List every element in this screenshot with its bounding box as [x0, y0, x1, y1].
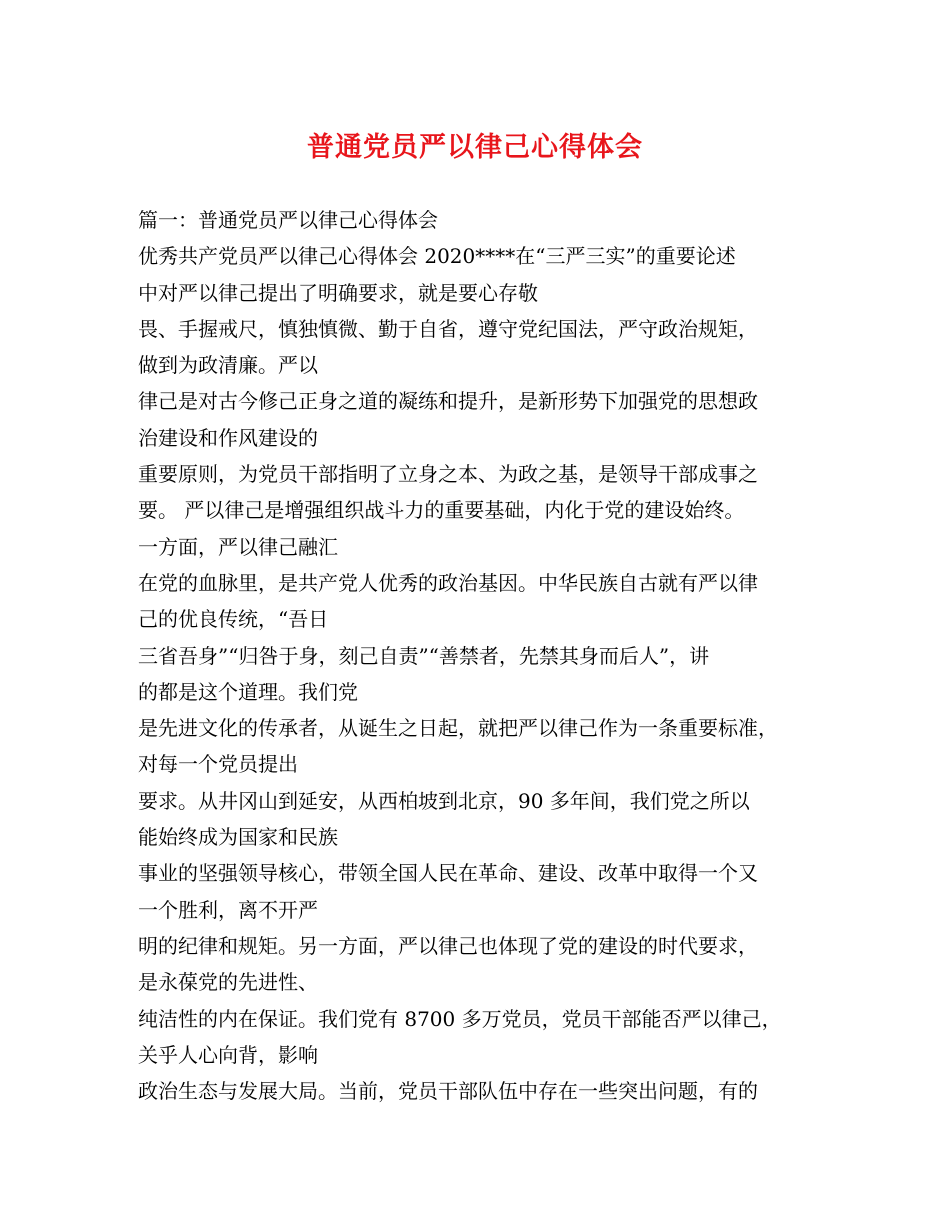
body-text-line: 纯洁性的内在保证。我们党有 8700 多万党员，党员干部能否严以律己，	[138, 1006, 782, 1031]
body-text-line: 明的纪律和规矩。另一方面，严以律己也体现了党的建设的时代要求，	[138, 933, 758, 958]
body-text-line: 畏、手握戒尺，慎独慎微、勤于自省，遵守党纪国法，严守政治规矩，	[138, 316, 758, 341]
body-text-line: 关乎人心向背，影响	[138, 1042, 318, 1067]
body-text-line: 在党的血脉里，是共产党人优秀的政治基因。中华民族自古就有严以律	[138, 570, 758, 595]
body-text-line: 律己是对古今修己正身之道的凝练和提升，是新形势下加强党的思想政	[138, 389, 758, 414]
document-title: 普通党员严以律己心得体会	[307, 132, 643, 163]
body-text-line: 一个胜利，离不开严	[138, 897, 318, 922]
body-text-line: 能始终成为国家和民族	[138, 825, 338, 850]
body-text-line: 政治生态与发展大局。当前，党员干部队伍中存在一些突出问题，有的	[138, 1079, 758, 1104]
body-text-line: 的都是这个道理。我们党	[138, 679, 358, 704]
body-text-line: 是先进文化的传承者，从诞生之日起，就把严以律己作为一条重要标准，	[138, 716, 778, 741]
body-text-line: 中对严以律己提出了明确要求，就是要心存敬	[138, 280, 538, 305]
body-text-line: 篇一：普通党员严以律己心得体会	[138, 208, 438, 232]
body-text-line: 要。 严以律己是增强组织战斗力的重要基础，内化于党的建设始终。	[138, 498, 745, 523]
body-text-line: 是永葆党的先进性、	[138, 970, 318, 995]
body-text-line: 己的优良传统，“吾日	[138, 607, 329, 632]
body-text-line: 事业的坚强领导核心，带领全国人民在革命、建设、改革中取得一个又	[138, 861, 758, 886]
body-text-line: 做到为政清廉。严以	[138, 353, 318, 378]
body-text-line: 一方面，严以律己融汇	[138, 534, 338, 559]
body-text-line: 对每一个党员提出	[138, 752, 298, 777]
body-text-line: 要求。从井冈山到延安，从西柏坡到北京，90 多年间，我们党之所以	[138, 788, 750, 813]
body-text-line: 重要原则，为党员干部指明了立身之本、为政之基，是领导干部成事之	[138, 462, 758, 487]
document-body	[138, 202, 838, 1109]
body-text-line: 三省吾身”“归咎于身，刻己自责”“善禁者，先禁其身而后人”，讲	[138, 643, 710, 668]
body-text-line: 优秀共产党员严以律己心得体会 2020****在“三严三实”的重要论述	[138, 244, 736, 269]
body-text-line: 治建设和作风建设的	[138, 425, 318, 450]
